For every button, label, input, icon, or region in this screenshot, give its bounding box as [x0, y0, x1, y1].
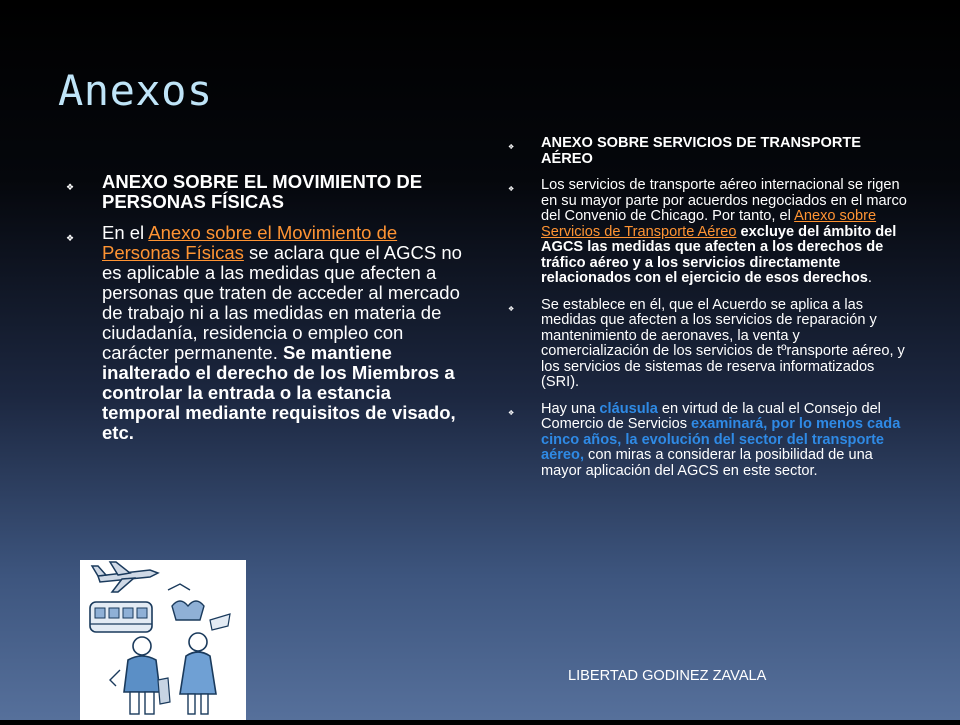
author-footer: LIBERTAD GODINEZ ZAVALA	[568, 668, 767, 684]
train-icon	[90, 602, 152, 632]
right-column	[508, 136, 908, 490]
left-heading-item	[66, 172, 466, 212]
right-paragraph-1	[508, 178, 908, 287]
bullet-icon: ❖	[508, 409, 515, 417]
left-para-text: se aclara que el AGCS no es aplicable a las medidas que afecten a personas que traten de acceder al mercado de trabajo ni a las medidas en materia de ciudadanía, residencia o empleo con carácter permanente.	[102, 242, 462, 363]
bullet-icon: ❖	[508, 305, 515, 313]
anexo-transporte-link[interactable]: Anexo sobre Servicios de Transporte Aéreo	[541, 208, 877, 240]
worker-icon	[110, 637, 170, 714]
airplane-icon	[92, 562, 158, 592]
left-column	[66, 172, 466, 454]
right-p1-text: Los servicios de transporte aéreo internacional se rigen en su mayor parte por acuerdos negociados en el marco del Convenio de Chicago. Por tanto, el	[541, 177, 907, 224]
travel-workers-clipart	[80, 560, 246, 720]
bullet-icon: ❖	[508, 186, 515, 193]
left-paragraph-item	[66, 223, 466, 443]
right-p3-b: en virtud de la cual el Consejo del Comercio de Servicios	[541, 400, 881, 432]
right-p1-bold: excluye del ámbito del AGCS las medidas que afecten a los derechos de tráfico aéreo y a los servicios directamente relacionados con el ejercicio de esos derechos	[541, 223, 897, 286]
right-p3-a: Hay una	[541, 400, 600, 417]
left-para-bold: Se mantiene inalterado el derecho de los Miembros a controlar la entrada o la estancia temporal mediante requisitos de visado, etc.	[102, 342, 456, 443]
right-p2-text: Se establece en él, que el Acuerdo se aplica a las medidas que afecten a los servicios de reparación y mantenimiento de aeronaves, la venta y comercialización de los servicios de tºransporte aéreo, y los servicios de sistemas de reserva informatizados (SRI).	[541, 296, 905, 390]
right-paragraph-3	[508, 402, 908, 480]
bullet-icon: ❖	[508, 144, 515, 151]
right-p3-c: con miras a considerar la posibilidad de una mayor aplicación del AGCS en este sector.	[541, 447, 873, 479]
slide-title: Anexos	[58, 66, 213, 115]
right-heading-item	[508, 136, 908, 167]
right-p3-clausula: cláusula	[599, 400, 658, 417]
clipart-image	[80, 560, 246, 720]
right-paragraph-2	[508, 298, 908, 391]
anexo-personas-link[interactable]: Anexo sobre el Movimiento de Personas Físicas	[102, 222, 398, 263]
ship-icon	[168, 584, 204, 620]
bullet-icon: ❖	[66, 182, 75, 192]
left-para-prefix: En el	[102, 222, 149, 243]
nurse-icon	[180, 614, 230, 714]
right-p3-examinara: examinará, por lo menos cada cinco años, la evolución del sector del transporte aéreo,	[541, 416, 901, 463]
right-heading: ANEXO SOBRE SERVICIOS DE TRANSPORTE AÉREO	[541, 135, 862, 167]
right-p1-end: .	[867, 270, 872, 286]
bullet-icon: ❖	[66, 233, 75, 243]
left-heading: ANEXO SOBRE EL MOVIMIENTO DE PERSONAS FÍSICAS	[102, 171, 423, 212]
